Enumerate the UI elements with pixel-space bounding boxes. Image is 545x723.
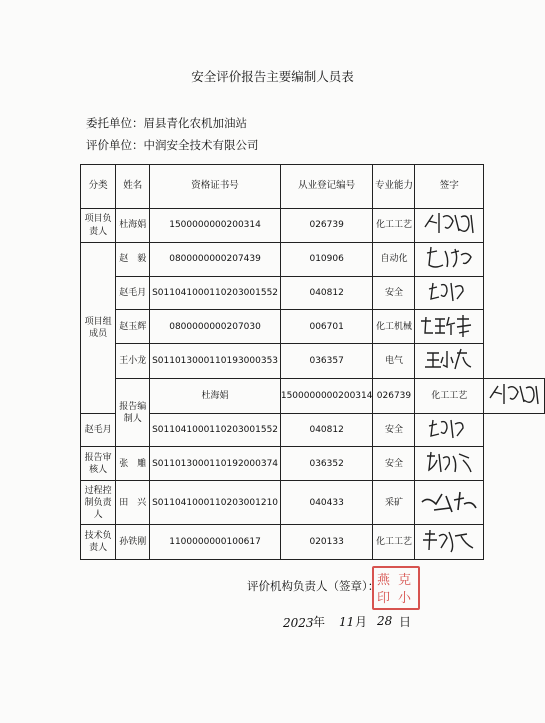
client-value: 眉县青化农机加油站 xyxy=(143,116,247,130)
name-cell: 王小龙 xyxy=(116,344,150,379)
ability-cell: 电气 xyxy=(373,344,415,379)
table-row xyxy=(81,310,545,344)
signature-image xyxy=(419,448,479,476)
category-cell: 过程控制负责人 xyxy=(81,481,116,525)
ability-cell: 化工工艺 xyxy=(415,379,484,414)
reg-cell: 026739 xyxy=(280,209,373,243)
signature-cell xyxy=(415,525,484,560)
header-cert: 资格证书号 xyxy=(150,165,281,209)
reg-cell: 036352 xyxy=(280,447,373,481)
signature-image xyxy=(416,486,482,516)
reg-cell: 036357 xyxy=(280,344,373,379)
signature-image xyxy=(484,380,544,408)
cert-cell: S011041000110203001210 xyxy=(150,481,281,525)
signature-cell xyxy=(484,379,545,414)
ability-cell: 安全 xyxy=(373,414,415,447)
cert-cell: S011041000110203001552 xyxy=(150,277,281,310)
cert-cell: 1500000000200314 xyxy=(150,209,281,243)
signature-cell xyxy=(415,209,484,243)
name-cell: 赵玉辉 xyxy=(116,310,150,344)
reg-cell: 010906 xyxy=(280,243,373,277)
cert-cell: 1500000000200314 xyxy=(280,379,373,414)
date-year-unit: 年 xyxy=(313,615,326,629)
signature-image xyxy=(419,526,479,554)
name-cell: 张 雕 xyxy=(116,447,150,481)
date-day: 28 xyxy=(377,614,393,628)
reg-cell: 040812 xyxy=(280,277,373,310)
signature-cell xyxy=(415,277,484,310)
category-cell: 报告审核人 xyxy=(81,447,116,481)
table-row xyxy=(81,243,545,277)
category-cell: 项目负责人 xyxy=(81,209,116,243)
page-title: 安全评价报告主要编制人员表 xyxy=(191,69,354,84)
table-row xyxy=(81,414,545,447)
stamp-char: 燕 xyxy=(377,573,391,588)
table-row xyxy=(81,344,545,379)
name-cell: 孙铁刚 xyxy=(116,525,150,560)
reg-cell: 040433 xyxy=(280,481,373,525)
ability-cell: 安全 xyxy=(373,447,415,481)
evaluator-value: 中润安全技术有限公司 xyxy=(143,138,259,152)
header-signature: 签字 xyxy=(415,165,484,209)
ability-cell: 采矿 xyxy=(373,481,415,525)
signing-date xyxy=(283,612,423,632)
name-cell: 田 兴 xyxy=(116,481,150,525)
stamp-char: 小 xyxy=(398,591,412,606)
signature-image xyxy=(419,243,479,271)
ability-cell: 化工工艺 xyxy=(373,525,415,560)
ability-cell: 化工工艺 xyxy=(373,209,415,243)
cert-cell: 0800000000207030 xyxy=(150,310,281,344)
table-row xyxy=(81,481,545,525)
signer-label: 评价机构负责人（签章）： xyxy=(247,579,380,593)
signature-cell xyxy=(415,310,484,344)
signature-image xyxy=(419,277,479,305)
cert-cell: S011041000110203001552 xyxy=(150,414,281,447)
header-name: 姓名 xyxy=(116,165,150,209)
signature-cell xyxy=(415,344,484,379)
table-row xyxy=(81,525,545,560)
stamp-char: 印 xyxy=(377,591,391,606)
cert-cell: 1100000000100617 xyxy=(150,525,281,560)
date-year: 2023 xyxy=(283,616,314,630)
signature-image xyxy=(419,345,479,373)
reg-cell: 006701 xyxy=(280,310,373,344)
client-unit xyxy=(86,115,247,131)
signature-image xyxy=(417,311,481,339)
reg-cell: 040812 xyxy=(280,414,373,447)
cert-cell: 0800000000207439 xyxy=(150,243,281,277)
personnel-table xyxy=(80,164,545,560)
ability-cell: 化工机械 xyxy=(373,310,415,344)
name-cell: 赵毛月 xyxy=(116,277,150,310)
reg-cell: 026739 xyxy=(373,379,415,414)
date-month-unit: 月 xyxy=(355,615,368,629)
reg-cell: 020133 xyxy=(280,525,373,560)
name-cell: 杜海娟 xyxy=(150,379,281,414)
table-row xyxy=(81,277,545,310)
header-category: 分类 xyxy=(81,165,116,209)
stamp-char: 克 xyxy=(398,573,412,588)
table-row xyxy=(81,209,545,243)
date-month: 11 xyxy=(339,615,355,629)
official-seal xyxy=(372,566,420,610)
signature-cell xyxy=(415,481,484,525)
evaluator-unit xyxy=(86,137,259,153)
evaluator-label: 评价单位： xyxy=(86,138,144,152)
ability-cell: 自动化 xyxy=(373,243,415,277)
header-ability: 专业能力 xyxy=(373,165,415,209)
category-cell: 技术负责人 xyxy=(81,525,116,560)
table-row xyxy=(81,447,545,481)
signature-cell xyxy=(415,447,484,481)
signature-cell xyxy=(415,414,484,447)
category-cell: 项目组成员 xyxy=(81,243,116,414)
cert-cell: S011013000110193000353 xyxy=(150,344,281,379)
category-cell: 报告编制人 xyxy=(116,379,150,447)
table-header-row xyxy=(81,165,545,209)
name-cell: 赵毛月 xyxy=(81,414,116,447)
signature-image xyxy=(419,414,479,442)
cert-cell: S011013000110192000374 xyxy=(150,447,281,481)
name-cell: 赵 毅 xyxy=(116,243,150,277)
signature-cell xyxy=(415,243,484,277)
name-cell: 杜海娟 xyxy=(116,209,150,243)
header-reg: 从业登记编号 xyxy=(280,165,373,209)
signature-image xyxy=(419,209,479,237)
table-row xyxy=(81,379,545,414)
ability-cell: 安全 xyxy=(373,277,415,310)
date-day-unit: 日 xyxy=(399,615,412,629)
client-label: 委托单位： xyxy=(86,116,144,130)
